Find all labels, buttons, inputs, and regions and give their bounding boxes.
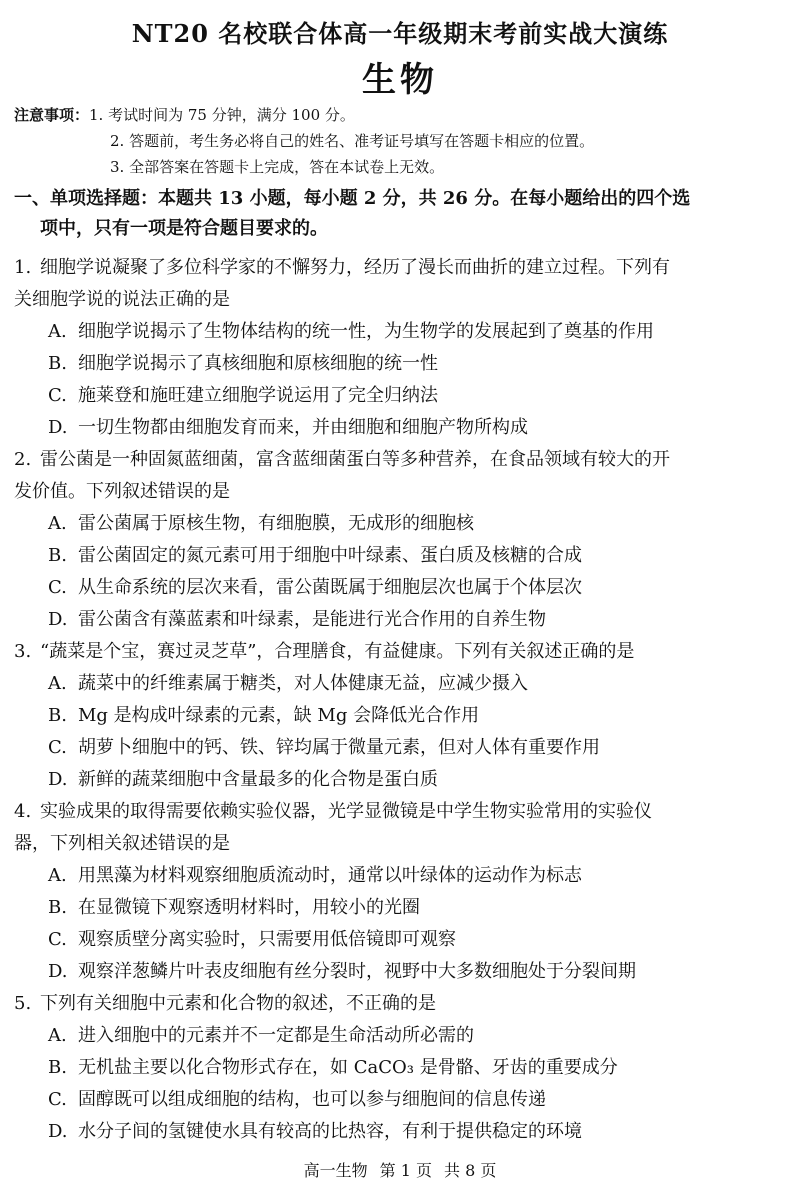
option-label: B. bbox=[48, 1057, 67, 1078]
option-text: 水分子间的氢键使水具有较高的比热容，有利于提供稳定的环境 bbox=[78, 1121, 582, 1142]
option-label: C. bbox=[48, 1089, 67, 1110]
note-text: 2. 答题前，考生务必将自己的姓名、准考证号填写在答题卡相应的位置。 bbox=[110, 132, 595, 150]
question-stem-continued: 器，下列相关叙述错误的是 bbox=[14, 833, 230, 854]
option-a bbox=[14, 316, 790, 348]
note-item bbox=[14, 102, 794, 128]
question-number: 2. bbox=[14, 449, 32, 470]
option-text: 细胞学说揭示了真核细胞和原核细胞的统一性 bbox=[78, 353, 438, 374]
question-stem bbox=[14, 444, 790, 476]
option-c bbox=[14, 732, 790, 764]
option-c bbox=[14, 572, 790, 604]
option-text: 新鲜的蔬菜细胞中含量最多的化合物是蛋白质 bbox=[78, 769, 438, 790]
option-text: 用黑藻为材料观察细胞质流动时，通常以叶绿体的运动作为标志 bbox=[78, 865, 582, 886]
question-2 bbox=[14, 444, 790, 636]
option-label: D. bbox=[48, 417, 68, 438]
option-label: B. bbox=[48, 705, 67, 726]
note-text: 3. 全部答案在答题卡上完成，答在本试卷上无效。 bbox=[110, 158, 445, 176]
option-c bbox=[14, 1084, 790, 1116]
option-d bbox=[14, 604, 790, 636]
option-label: A. bbox=[48, 513, 67, 534]
question-stem bbox=[14, 796, 790, 828]
question-stem-text: 实验成果的取得需要依赖实验仪器，光学显微镜是中学生物实验常用的实验仪 bbox=[40, 801, 652, 822]
option-label: A. bbox=[48, 865, 67, 886]
footer-subject: 高一生物 bbox=[303, 1161, 368, 1180]
option-a bbox=[14, 668, 790, 700]
option-label: B. bbox=[48, 897, 67, 918]
subject-title: 生物 bbox=[362, 60, 438, 100]
option-label: C. bbox=[48, 385, 67, 406]
option-b bbox=[14, 700, 790, 732]
option-label: B. bbox=[48, 353, 67, 374]
section-heading-line: 项中，只有一项是符合题目要求的。 bbox=[40, 218, 328, 239]
question-number: 4. bbox=[14, 801, 32, 822]
option-label: D. bbox=[48, 609, 68, 630]
footer-total-pages: 共 8 页 bbox=[444, 1161, 497, 1180]
option-text: 蔬菜中的纤维素属于糖类，对人体健康无益，应减少摄入 bbox=[78, 673, 528, 694]
option-a bbox=[14, 508, 790, 540]
note-item bbox=[14, 128, 794, 154]
option-a bbox=[14, 1020, 790, 1052]
question-stem bbox=[14, 252, 790, 284]
option-label: A. bbox=[48, 321, 67, 342]
option-label: D. bbox=[48, 961, 68, 982]
question-list bbox=[14, 252, 790, 1148]
option-b bbox=[14, 892, 790, 924]
question-number: 1. bbox=[14, 257, 32, 278]
option-label: D. bbox=[48, 769, 68, 790]
option-text: 胡萝卜细胞中的钙、铁、锌均属于微量元素，但对人体有重要作用 bbox=[78, 737, 600, 758]
option-text: 雷公菌含有藻蓝素和叶绿素，是能进行光合作用的自养生物 bbox=[78, 609, 546, 630]
question-number: 3. bbox=[14, 641, 32, 662]
option-a bbox=[14, 860, 790, 892]
question-1 bbox=[14, 252, 790, 444]
option-text: 施莱登和施旺建立细胞学说运用了完全归纳法 bbox=[78, 385, 438, 406]
question-stem-text: 下列有关细胞中元素和化合物的叙述，不正确的是 bbox=[40, 993, 436, 1014]
question-stem bbox=[14, 636, 790, 668]
option-text: Mg 是构成叶绿素的元素，缺 Mg 会降低光合作用 bbox=[78, 705, 480, 726]
question-4 bbox=[14, 796, 790, 988]
option-d bbox=[14, 1116, 790, 1148]
question-stem-continued: 关细胞学说的说法正确的是 bbox=[14, 289, 230, 310]
exam-title: NT20 名校联合体高一年级期末考前实战大演练 bbox=[131, 19, 669, 48]
option-text: 进入细胞中的元素并不一定都是生命活动所必需的 bbox=[78, 1025, 474, 1046]
option-label: D. bbox=[48, 1121, 68, 1142]
option-d bbox=[14, 412, 790, 444]
footer-page-number: 第 1 页 bbox=[379, 1161, 432, 1180]
option-c bbox=[14, 924, 790, 956]
question-stem-continued: 发价值。下列叙述错误的是 bbox=[14, 481, 230, 502]
option-b bbox=[14, 1052, 790, 1084]
option-d bbox=[14, 764, 790, 796]
option-text: 固醇既可以组成细胞的结构，也可以参与细胞间的信息传递 bbox=[78, 1089, 546, 1110]
option-b bbox=[14, 540, 790, 572]
question-3 bbox=[14, 636, 790, 796]
option-label: B. bbox=[48, 545, 67, 566]
option-label: C. bbox=[48, 577, 67, 598]
page-footer bbox=[0, 1158, 800, 1181]
question-number: 5. bbox=[14, 993, 32, 1014]
section-heading bbox=[14, 184, 789, 244]
option-text: 从生命系统的层次来看，雷公菌既属于细胞层次也属于个体层次 bbox=[78, 577, 582, 598]
question-stem-text: 细胞学说凝聚了多位科学家的不懈努力，经历了漫长而曲折的建立过程。下列有 bbox=[40, 257, 670, 278]
question-stem bbox=[14, 988, 790, 1020]
notes-block bbox=[14, 102, 794, 180]
option-text: 观察洋葱鳞片叶表皮细胞有丝分裂时，视野中大多数细胞处于分裂间期 bbox=[78, 961, 636, 982]
option-text: 无机盐主要以化合物形式存在，如 CaCO₃ 是骨骼、牙齿的重要成分 bbox=[78, 1057, 618, 1078]
notes-heading: 注意事项： bbox=[14, 106, 90, 124]
note-text: 1. 考试时间为 75 分钟，满分 100 分。 bbox=[89, 106, 355, 124]
question-stem-text: “蔬菜是个宝，赛过灵芝草”，合理膳食，有益健康。下列有关叙述正确的是 bbox=[40, 641, 635, 662]
option-label: C. bbox=[48, 929, 67, 950]
option-b bbox=[14, 348, 790, 380]
option-label: A. bbox=[48, 673, 67, 694]
option-text: 雷公菌属于原核生物，有细胞膜，无成形的细胞核 bbox=[78, 513, 474, 534]
option-label: C. bbox=[48, 737, 67, 758]
question-5 bbox=[14, 988, 790, 1148]
section-heading-line: 一、单项选择题：本题共 13 小题，每小题 2 分，共 26 分。在每小题给出的四个选 bbox=[14, 188, 691, 209]
option-label: A. bbox=[48, 1025, 67, 1046]
note-item bbox=[14, 154, 794, 180]
option-d bbox=[14, 956, 790, 988]
option-c bbox=[14, 380, 790, 412]
option-text: 雷公菌固定的氮元素可用于细胞中叶绿素、蛋白质及核糖的合成 bbox=[78, 545, 582, 566]
option-text: 在显微镜下观察透明材料时，用较小的光圈 bbox=[78, 897, 420, 918]
option-text: 细胞学说揭示了生物体结构的统一性，为生物学的发展起到了奠基的作用 bbox=[78, 321, 654, 342]
option-text: 一切生物都由细胞发育而来，并由细胞和细胞产物所构成 bbox=[78, 417, 528, 438]
option-text: 观察质壁分离实验时，只需要用低倍镜即可观察 bbox=[78, 929, 456, 950]
question-stem-text: 雷公菌是一种固氮蓝细菌，富含蓝细菌蛋白等多种营养，在食品领域有较大的开 bbox=[40, 449, 670, 470]
